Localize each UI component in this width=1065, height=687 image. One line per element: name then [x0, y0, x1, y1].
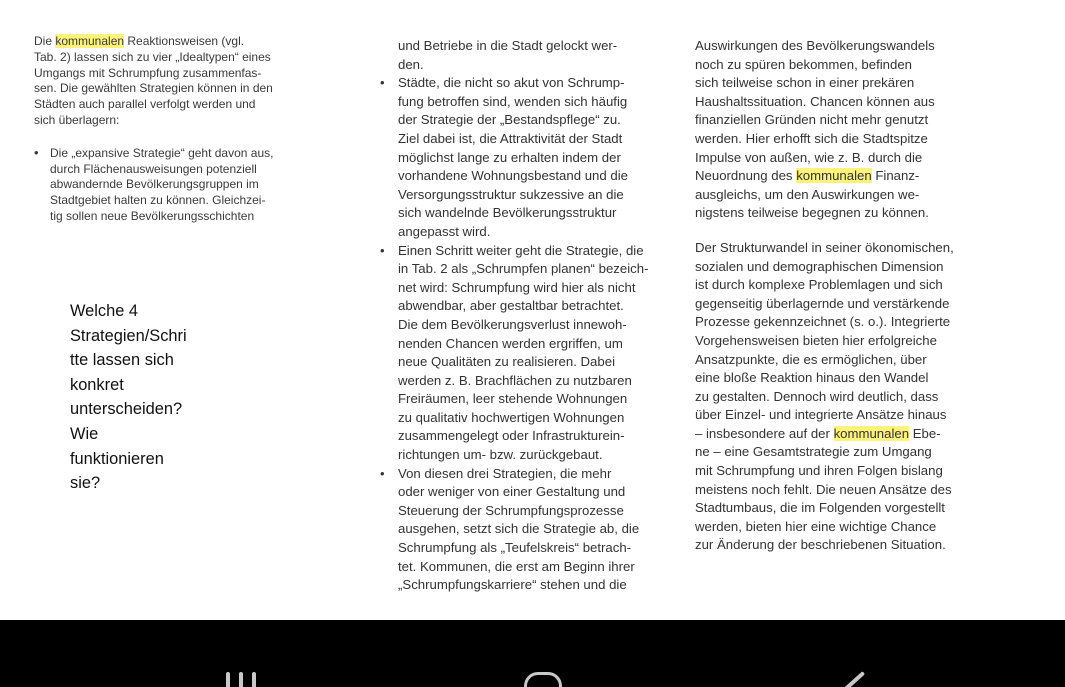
highlight: kommunalen [796, 168, 872, 184]
text-line: Die kommunalen Reaktionsweisen (vgl. [34, 34, 245, 48]
text-line: und Betriebe in die Stadt gelockt wer- [398, 38, 618, 53]
text-line: über Einzel- und integrierte Ansätze hinaus [695, 407, 947, 423]
column-right [695, 37, 954, 555]
text-line: Schrumpfung als „Teufelskreis“ betrach- [398, 540, 632, 556]
question-note [70, 299, 187, 496]
note-line: konkret [70, 375, 124, 394]
text-line: Tab. 2) lassen sich zu vier „Idealtypen“ eines [34, 49, 271, 64]
text-line: vorhandene Wohnungsbestand und die [398, 168, 628, 184]
text-line: sen. Die gewählten Strategien können in den [34, 81, 273, 96]
text-line: angepasst wird. [398, 223, 491, 239]
text-line: meistens noch fehlt. Die neuen Ansätze des [695, 481, 952, 497]
text-line: Neuordnung des kommunalen Finanz- [695, 168, 920, 184]
text-line: Ansatzpunkte, die es ermöglichen, über [695, 351, 927, 367]
bullet-icon: • [380, 465, 385, 481]
column-middle [380, 37, 648, 595]
text-line: noch zu spüren bekommen, befinden [695, 56, 913, 72]
text-line: Impulse von außen, wie z. B. durch die [695, 149, 923, 165]
text-line: ausgleichs, um den Auswirkungen we- [695, 186, 920, 202]
text-line: Haushaltssituation. Chancen können aus [695, 93, 935, 109]
highlight: kommunalen [55, 34, 125, 48]
back-icon[interactable] [830, 668, 870, 687]
text-line: in Tab. 2 als „Schrumpfen planen“ bezeich- [398, 261, 649, 277]
text-line: zusammengelegt oder Infrastrukturein- [398, 428, 625, 444]
text-line: Ziel dabei ist, die Attraktivität der Stadt [398, 130, 623, 146]
text-line: nenden Chancen werden ergriffen, um [398, 335, 623, 351]
text-line: abwendbar, aber gestaltbar betrachtet. [398, 298, 624, 314]
text-line: fung betroffen sind, wenden sich häufig [398, 93, 628, 109]
text-line: Einen Schritt weiter geht die Strategie, die [398, 242, 644, 258]
text-line: – insbesondere auf der kommunalen Ebe- [695, 425, 941, 441]
home-icon[interactable] [520, 668, 568, 687]
text-line: werden, bieten hier eine wichtige Chance [695, 518, 937, 534]
text-line: Vorgehensweisen bieten hier erfolgreiche [695, 332, 937, 348]
text-line: sich wandelnde Bevölkerungsstruktur [398, 205, 617, 221]
text-line: oder weniger von einer Gestaltung und [398, 484, 626, 500]
bullet-icon: • [380, 242, 385, 258]
text-line: Stadtumbaus, die im Folgenden vorgestellt [695, 500, 945, 516]
note-line: Strategien/Schri [70, 326, 187, 345]
text-line: werden. Hier erhofft sich die Stadtspitze [695, 130, 928, 146]
text-line: sich überlagern: [34, 112, 120, 127]
recent-apps-icon[interactable] [222, 668, 264, 687]
text-line: Auswirkungen des Bevölkerungswandels [695, 38, 935, 53]
text-line: möglichst lange zu erhalten indem der [398, 149, 621, 165]
text-line: der Strategie der „Bestandspflege“ zu. [398, 112, 621, 128]
text-line: abwandernde Bevölkerungsgruppen im [50, 177, 259, 192]
note-line: funktionieren [70, 449, 164, 468]
column-left [34, 34, 273, 225]
text-line: sozialen und demographischen Dimension [695, 258, 944, 274]
note-line: Welche 4 [70, 302, 139, 320]
text-line: den. [398, 56, 424, 72]
text-line: net wird: Schrumpfung wird hier als nicht [398, 279, 636, 295]
text-line: Die dem Bevölkerungsverlust innewoh- [398, 316, 627, 332]
note-line: unterscheiden? [70, 400, 183, 419]
text-line: „Schrumpfungskarriere“ stehen und die [398, 577, 627, 593]
text-line: zu qualitativ hochwertigen Wohnungen [398, 409, 625, 425]
text-line: Stadtgebiet halten zu können. Gleichzei- [50, 193, 266, 208]
text-line: Der Strukturwandel in seiner ökonomischen, [695, 239, 954, 255]
text-line: richtungen um- bzw. zurückgebaut. [398, 447, 603, 463]
text-line: Die „expansive Strategie“ geht davon aus, [50, 145, 274, 160]
note-line: Wie [70, 424, 99, 443]
text-line: gegenseitig überlagernde und verstärkende [695, 295, 950, 311]
text-line: mit Schrumpfung und ihren Folgen bislang [695, 463, 943, 479]
system-navigation-bar [0, 620, 1065, 687]
text-line: Prozesse gekennzeichnet (s. o.). Integrierte [695, 314, 951, 330]
note-line: sie? [70, 474, 101, 493]
bullet-icon: • [34, 144, 39, 160]
text-line: Steuerung der Schrumpfungsprozesse [398, 502, 624, 518]
text-line: sich teilweise schon in einer prekären [695, 75, 915, 91]
text-line: neue Qualitäten zu realisieren. Dabei [398, 354, 615, 370]
bullet-icon: • [380, 75, 385, 91]
text-line: ausgehen, setzt sich die Strategie ab, die [398, 521, 640, 537]
text-line: Freiräumen, leer stehende Wohnungen [398, 391, 628, 407]
text-line: zur Änderung der beschriebenen Situation. [695, 537, 946, 553]
text-line: tet. Kommunen, die erst am Beginn ihrer [398, 558, 635, 574]
text-line: werden z. B. Brachflächen zu nutzbaren [398, 372, 632, 388]
text-line: eine bloße Reaktion hinaus den Wandel [695, 370, 929, 386]
text-line: Versorgungsstruktur sukzessive an die [398, 186, 624, 202]
text-line: zu gestalten. Dennoch wird deutlich, dass [695, 388, 939, 404]
highlight: kommunalen [833, 425, 910, 441]
text-line: ist durch komplexe Problemlagen und sich [695, 277, 943, 293]
text-line: Von diesen drei Strategien, die mehr [398, 465, 612, 481]
text-line: nigstens teilweise begegnen zu können. [695, 205, 929, 221]
text-line: Umgangs mit Schrumpfung zusammenfas- [34, 65, 262, 80]
text-line: tig sollen neue Bevölkerungsschichten [50, 208, 255, 223]
note-line: tte lassen sich [70, 351, 174, 370]
text-line: Städte, die nicht so akut von Schrump- [398, 75, 625, 91]
text-line: durch Flächenausweisungen potenziell [50, 161, 257, 176]
text-line: Städten auch parallel verfolgt werden und [34, 97, 256, 112]
text-line: finanziellen Gründen nicht mehr genutzt [695, 112, 929, 128]
text-line: ne – eine Gesamtstrategie zum Umgang [695, 444, 932, 460]
